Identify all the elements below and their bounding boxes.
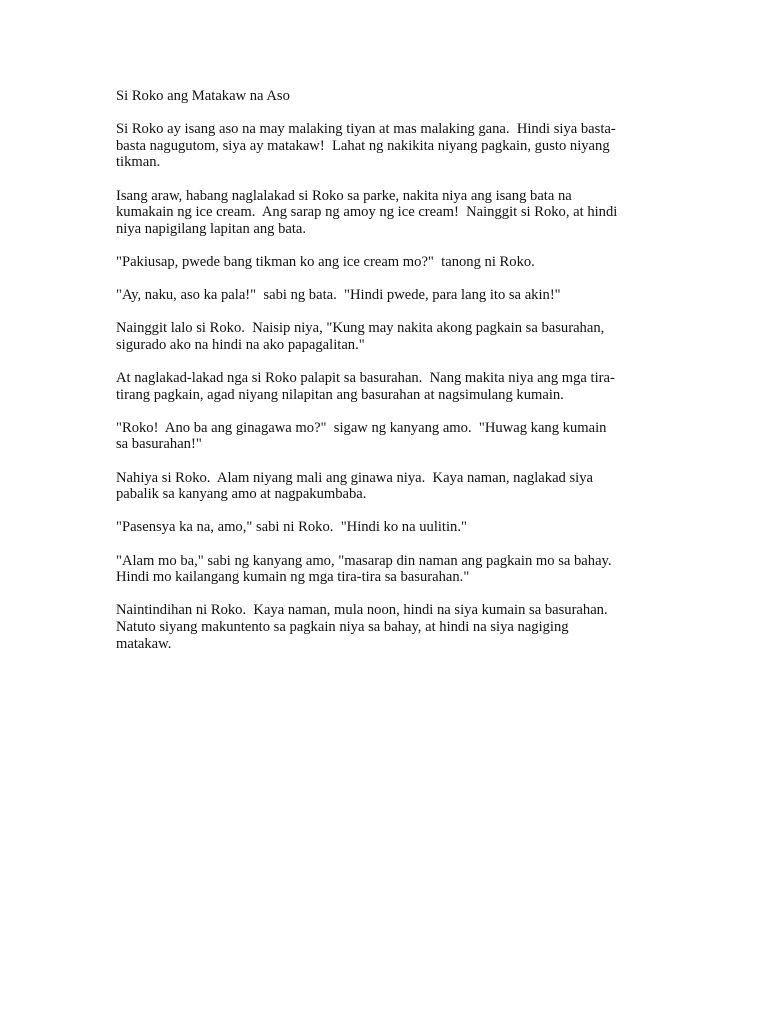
paragraph-11: Naintindihan ni Roko. Kaya naman, mula noon, hindi na siya kumain sa basurahan. Natuto siyang makuntento sa pagkain niya sa bahay, at hindi na siya nagiging matakaw. bbox=[116, 602, 608, 652]
story-title: Si Roko ang Matakaw na Aso bbox=[116, 88, 290, 104]
paragraph-2: Isang araw, habang naglalakad si Roko sa parke, nakita niya ang isang bata na kumakain ng ice cream. Ang sarap ng amoy ng ice cream! Nainggit si Roko, at hindi niya napigilang lapitan ang bata. bbox=[116, 187, 618, 237]
paragraph-4: "Ay, naku, aso ka pala!" sabi ng bata. "Hindi pwede, para lang ito sa akin!" bbox=[116, 287, 561, 304]
paragraph-5: Nainggit lalo si Roko. Naisip niya, "Kung may nakita akong pagkain sa basurahan, sigurado ako na hindi na ako papagalitan." bbox=[116, 320, 605, 353]
document-body bbox=[116, 88, 656, 669]
paragraph-9: "Pasensya ka na, amo," sabi ni Roko. "Hindi ko na uulitin." bbox=[116, 519, 467, 536]
paragraph-10: "Alam mo ba," sabi ng kanyang amo, "masarap din naman ang pagkain mo sa bahay. Hindi mo kailangang kumain ng mga tira-tira sa basurahan." bbox=[116, 552, 612, 586]
paragraph-7: "Roko! Ano ba ang ginagawa mo?" sigaw ng kanyang amo. "Huwag kang kumain sa basurahan!" bbox=[116, 419, 607, 453]
paragraph-1: Si Roko ay isang aso na may malaking tiyan at mas malaking gana. Hindi siya basta- basta nagugutom, siya ay matakaw! Lahat ng nakikita niyang pagkain, gusto niyang tikman. bbox=[116, 121, 616, 171]
paragraph-3: "Pakiusap, pwede bang tikman ko ang ice cream mo?" tanong ni Roko. bbox=[116, 253, 535, 270]
paragraph-8: Nahiya si Roko. Alam niyang mali ang ginawa niya. Kaya naman, naglakad siya pabalik sa kanyang amo at nagpakumbaba. bbox=[116, 469, 594, 503]
paragraph-6: At naglakad-lakad nga si Roko palapit sa basurahan. Nang makita niya ang mga tira- tirang pagkain, agad niyang nilapitan ang basurahan at nagsimulang kumain. bbox=[116, 370, 615, 403]
